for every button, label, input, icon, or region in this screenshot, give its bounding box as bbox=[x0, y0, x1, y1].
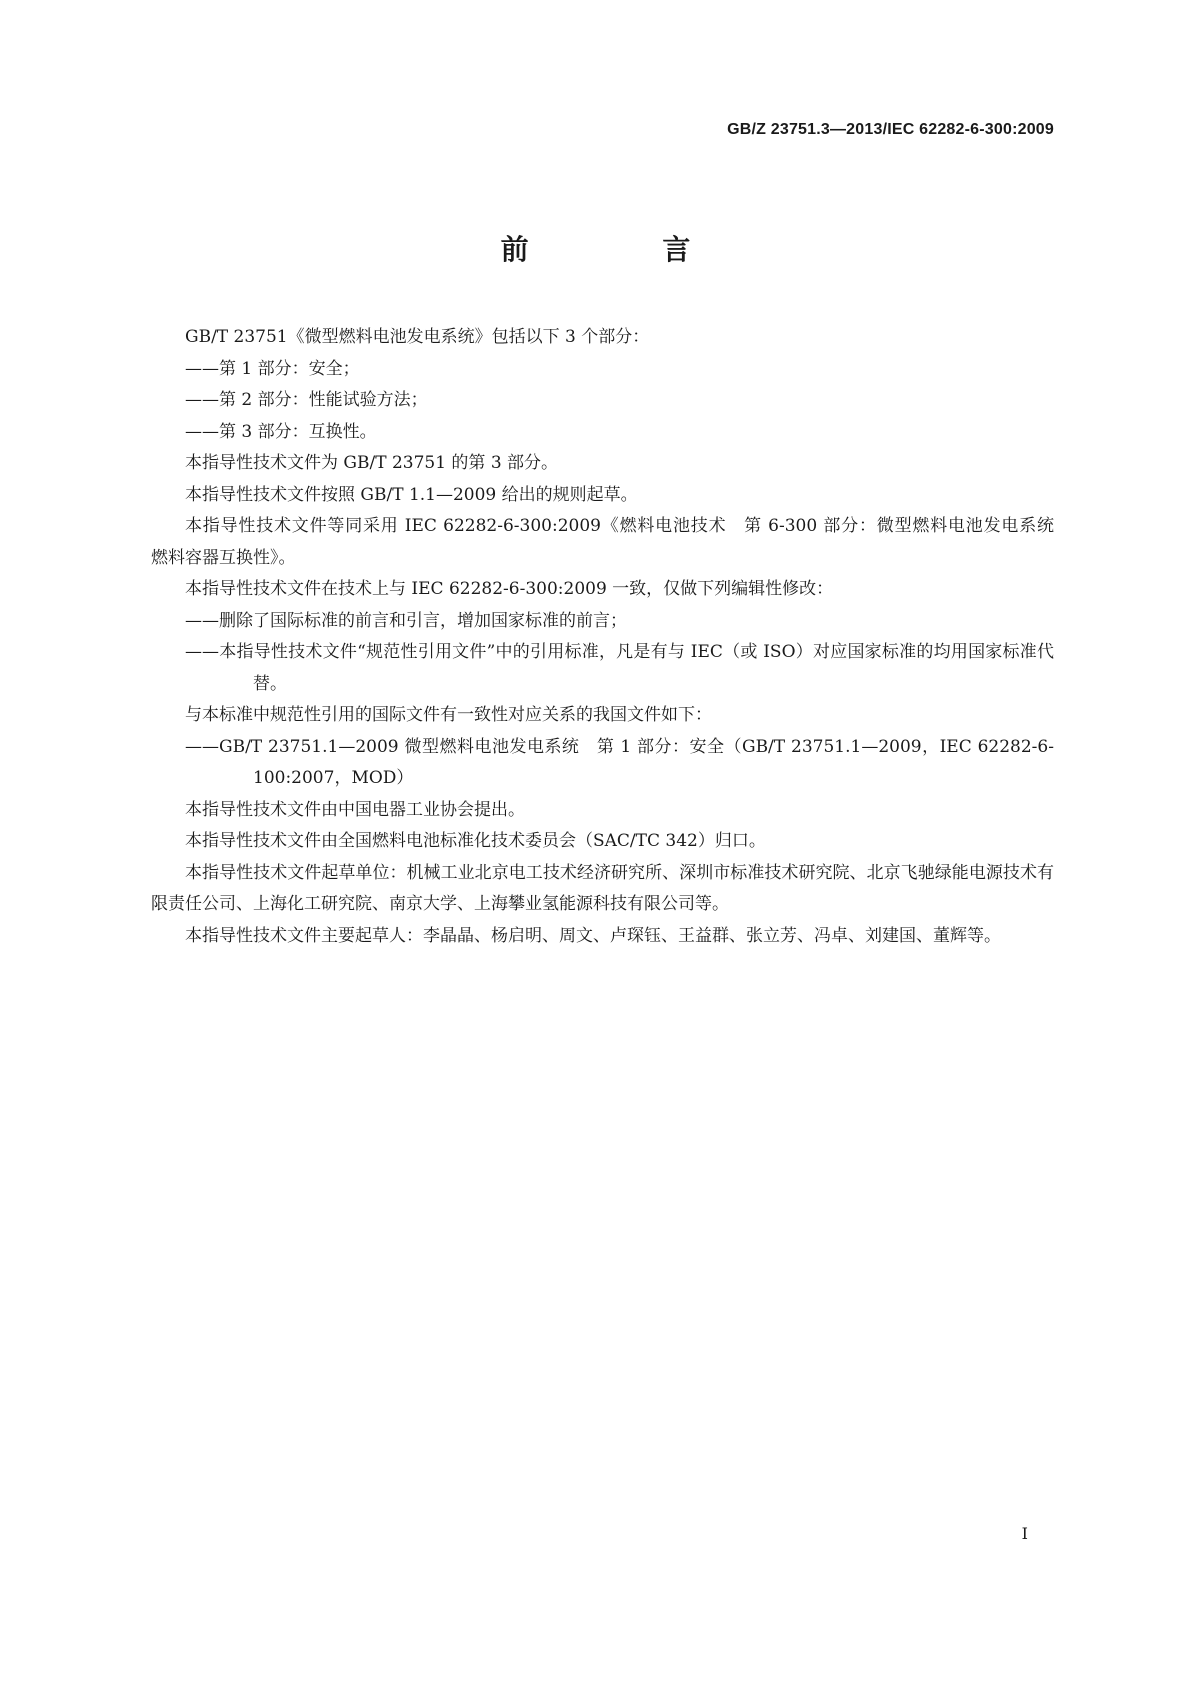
paragraph-correspondence-intro: 与本标准中规范性引用的国际文件有一致性对应关系的我国文件如下： bbox=[185, 705, 712, 725]
list-item-part-1: ——第 1 部分：安全； bbox=[185, 358, 360, 379]
list-item-modification-2: ——本指导性技术文件“规范性引用文件”中的引用标准，凡是有与 IEC（或 ISO）对应国家标准的均用国家标准代替。 bbox=[185, 642, 1054, 694]
page-number: I bbox=[1021, 1524, 1028, 1543]
page-title: 前 言 bbox=[500, 233, 753, 266]
paragraph-modifications-intro: 本指导性技术文件在技术上与 IEC 62282-6-300:2009 一致，仅做下列编辑性修改： bbox=[185, 579, 834, 599]
paragraph-parts-intro: GB/T 23751《微型燃料电池发电系统》包括以下 3 个部分： bbox=[185, 327, 650, 347]
paragraph-document-part: 本指导性技术文件为 GB/T 23751 的第 3 部分。 bbox=[185, 453, 559, 473]
list-item-modification-1: ——删除了国际标准的前言和引言，增加国家标准的前言； bbox=[185, 610, 627, 631]
paragraph-proposed-by: 本指导性技术文件由中国电器工业协会提出。 bbox=[185, 799, 525, 820]
paragraph-under-jurisdiction: 本指导性技术文件由全国燃料电池标准化技术委员会（SAC/TC 342）归口。 bbox=[185, 831, 766, 851]
paragraph-drafting-rules: 本指导性技术文件按照 GB/T 1.1—2009 给出的规则起草。 bbox=[185, 484, 638, 505]
paragraph-drafters: 本指导性技术文件主要起草人：李晶晶、杨启明、周文、卢琛钰、王益群、张立芳、冯卓、刘建国、董辉等。 bbox=[185, 925, 1001, 946]
list-item-part-2: ——第 2 部分：性能试验方法； bbox=[185, 390, 428, 410]
foreword-body bbox=[151, 322, 1071, 952]
document-header-code: GB/Z 23751.3—2013/IEC 62282-6-300:2009 bbox=[727, 121, 1054, 138]
paragraph-drafting-units: 本指导性技术文件起草单位：机械工业北京电工技术经济研究所、深圳市标准技术研究院、北京飞驰绿能电源技术有限责任公司、上海化工研究院、南京大学、上海攀业氢能源科技有限公司等。 bbox=[151, 862, 1054, 914]
list-item-corresponding-document: ——GB/T 23751.1—2009 微型燃料电池发电系统 第 1 部分：安全（GB/T 23751.1—2009，IEC 62282-6-100:2007，MOD） bbox=[185, 736, 1054, 788]
paragraph-equivalence: 本指导性技术文件等同采用 IEC 62282-6-300:2009《燃料电池技术 第 6-300 部分：微型燃料电池发电系统 燃料容器互换性》。 bbox=[151, 516, 1071, 568]
list-item-part-3: ——第 3 部分：互换性。 bbox=[185, 421, 377, 442]
